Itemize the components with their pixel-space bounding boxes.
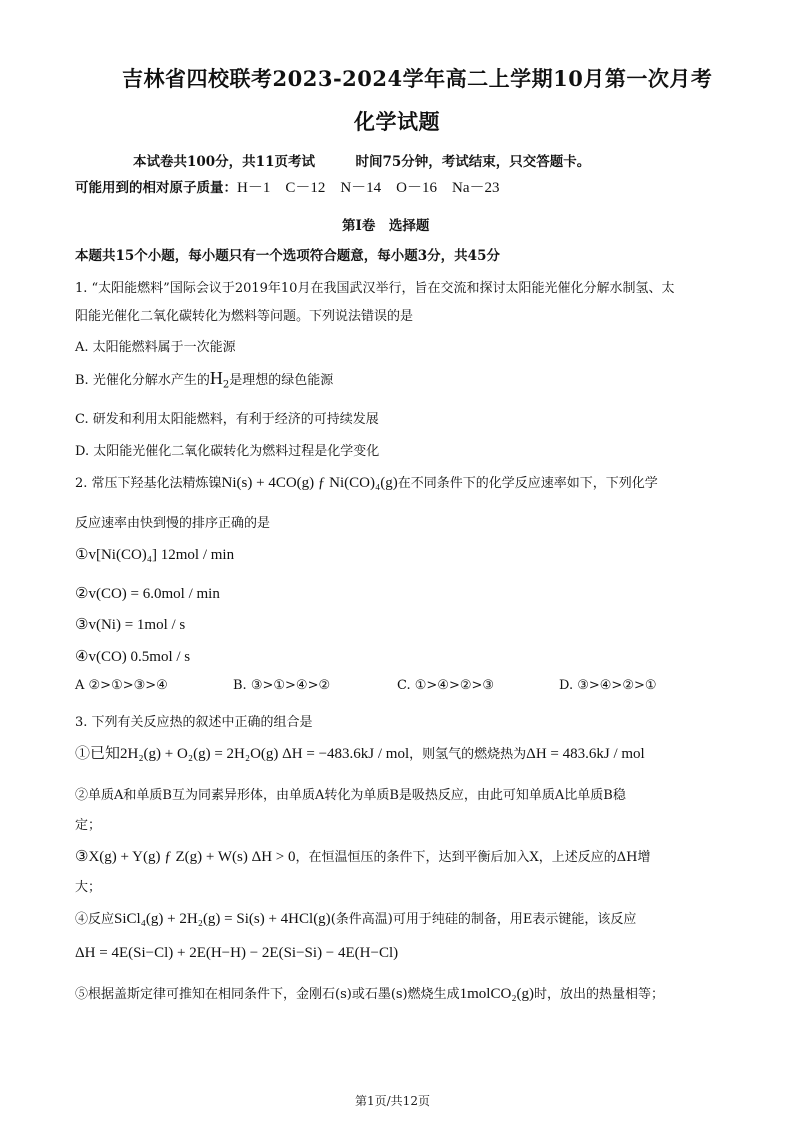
q3-statement-4-formula2: ΔH = 4E(Si−Cl) + 2E(H−H) − 2E(Si−Si) − 4E(H−Cl) <box>75 945 399 961</box>
q2-stem-pre: 2. 常压下羟基化法精炼镍 <box>75 476 222 491</box>
q2-stem-line1 <box>75 472 658 492</box>
q2-item-1: ①v[Ni(CO)₄] 12mol / min <box>75 547 235 563</box>
q3-s1-text: ，则氢气的燃烧热为 <box>409 747 527 762</box>
q3-s3-formula: ③X(g) + Y(g) ƒ Z(g) + W(s) ΔH > 0 <box>75 849 296 865</box>
q3-statement-2-line1: ②单质A和单质B互为同素异形体，由单质A转化为单质B是吸热反应，由此可知单质A比单质B稳 <box>75 788 626 803</box>
q3-s1-formula: ①已知2H₂(g) + O₂(g) = 2H₂O(g) ΔH = −483.6kJ / mol <box>75 746 410 762</box>
q2-reaction-formula: Ni(s) + 4CO(g) ƒ Ni(CO)₄(g) <box>221 475 398 491</box>
q3-s5-formula: 1molCO₂(g) <box>459 986 535 1002</box>
q2-option-d: D. ③>④>②>① <box>559 678 657 693</box>
q1-option-b-post: 是理想的绿色能源 <box>229 373 334 388</box>
q2-option-b: B. ③>①>④>② <box>233 678 331 693</box>
q1-stem-line2: 阳能光催化二氧化碳转化为燃料等问题。下列说法错误的是 <box>75 309 414 324</box>
q1-option-b-formula: H <box>209 368 223 388</box>
q3-statement-1 <box>75 742 645 763</box>
q3-s5-pre: ⑤根据盖斯定律可推知在相同条件下，金刚石(s)或石墨(s)燃烧生成 <box>75 987 460 1002</box>
q2-stem-line2: 反应速率由快到慢的排序正确的是 <box>75 516 271 531</box>
section-instructions: 本题共15个小题，每小题只有一个选项符合题意，每小题3分，共45分 <box>75 248 500 264</box>
q1-stem-line1: 1. “太阳能燃料”国际会议于2019年10月在我国武汉举行，旨在交流和探讨太阳能光催化分解水制氢、太 <box>75 281 675 296</box>
q3-statement-3-line2: 大； <box>75 880 102 895</box>
q3-statement-4 <box>75 908 636 928</box>
atomic-mass-label: 可能用到的相对原子质量： <box>75 180 237 196</box>
q3-statement-3 <box>75 846 651 866</box>
subject-title: 化学试题 <box>354 109 440 134</box>
q1-option-d: D. 太阳能光催化二氧化碳转化为燃料过程是化学变化 <box>75 444 380 459</box>
q3-s4-pre: ④反应 <box>75 912 115 927</box>
q1-option-c: C. 研发和利用太阳能燃料，有利于经济的可持续发展 <box>75 412 379 427</box>
q1-option-b-pre: B. 光催化分解水产生的 <box>75 373 210 388</box>
q2-item-2: ②v(CO) = 6.0mol / min <box>75 586 220 602</box>
exam-title: 吉林省四校联考2023-2024学年高二上学期10月第一次月考 <box>122 66 713 91</box>
q3-stem: 3. 下列有关反应热的叙述中正确的组合是 <box>75 715 313 730</box>
q2-item-4: ④v(CO) 0.5mol / s <box>75 649 191 665</box>
q3-s4-text: (条件高温)可用于纯硅的制备，用E表示键能，该反应 <box>330 912 637 927</box>
atomic-mass-values: H－1 C－12 N－14 O－16 Na－23 <box>237 180 500 196</box>
page-number: 第1页/共12页 <box>355 1094 430 1108</box>
q3-statement-2-line2: 定； <box>75 818 102 833</box>
section-title: 第Ⅰ卷 选择题 <box>342 218 430 234</box>
q1-option-b-sub: 2 <box>222 379 230 391</box>
q1-option-a: A. 太阳能燃料属于一次能源 <box>75 340 236 355</box>
q3-s3-text: ，在恒温恒压的条件下，达到平衡后加入X，上述反应的ΔH增 <box>295 850 651 865</box>
q1-option-b <box>75 368 333 391</box>
q3-s4-formula: SiCl₄(g) + 2H₂(g) = Si(s) + 4HCl(g) <box>114 911 331 927</box>
q2-option-a: A ②>①>③>④ <box>75 678 168 693</box>
exam-info: 本试卷共100分，共11页考试 时间75分钟，考试结束，只交答题卡。 <box>133 154 591 170</box>
q3-s1-formula2: ΔH = 483.6kJ / mol <box>526 746 645 762</box>
q2-option-c: C. ①>④>②>③ <box>397 678 495 693</box>
atomic-mass-row <box>75 176 500 197</box>
q2-item-3: ③v(Ni) = 1mol / s <box>75 617 186 633</box>
q3-s5-post: 时，放出的热量相等； <box>534 987 665 1002</box>
q3-statement-5 <box>75 983 664 1003</box>
q2-stem-post: 在不同条件下的化学反应速率如下，下列化学 <box>397 476 658 491</box>
